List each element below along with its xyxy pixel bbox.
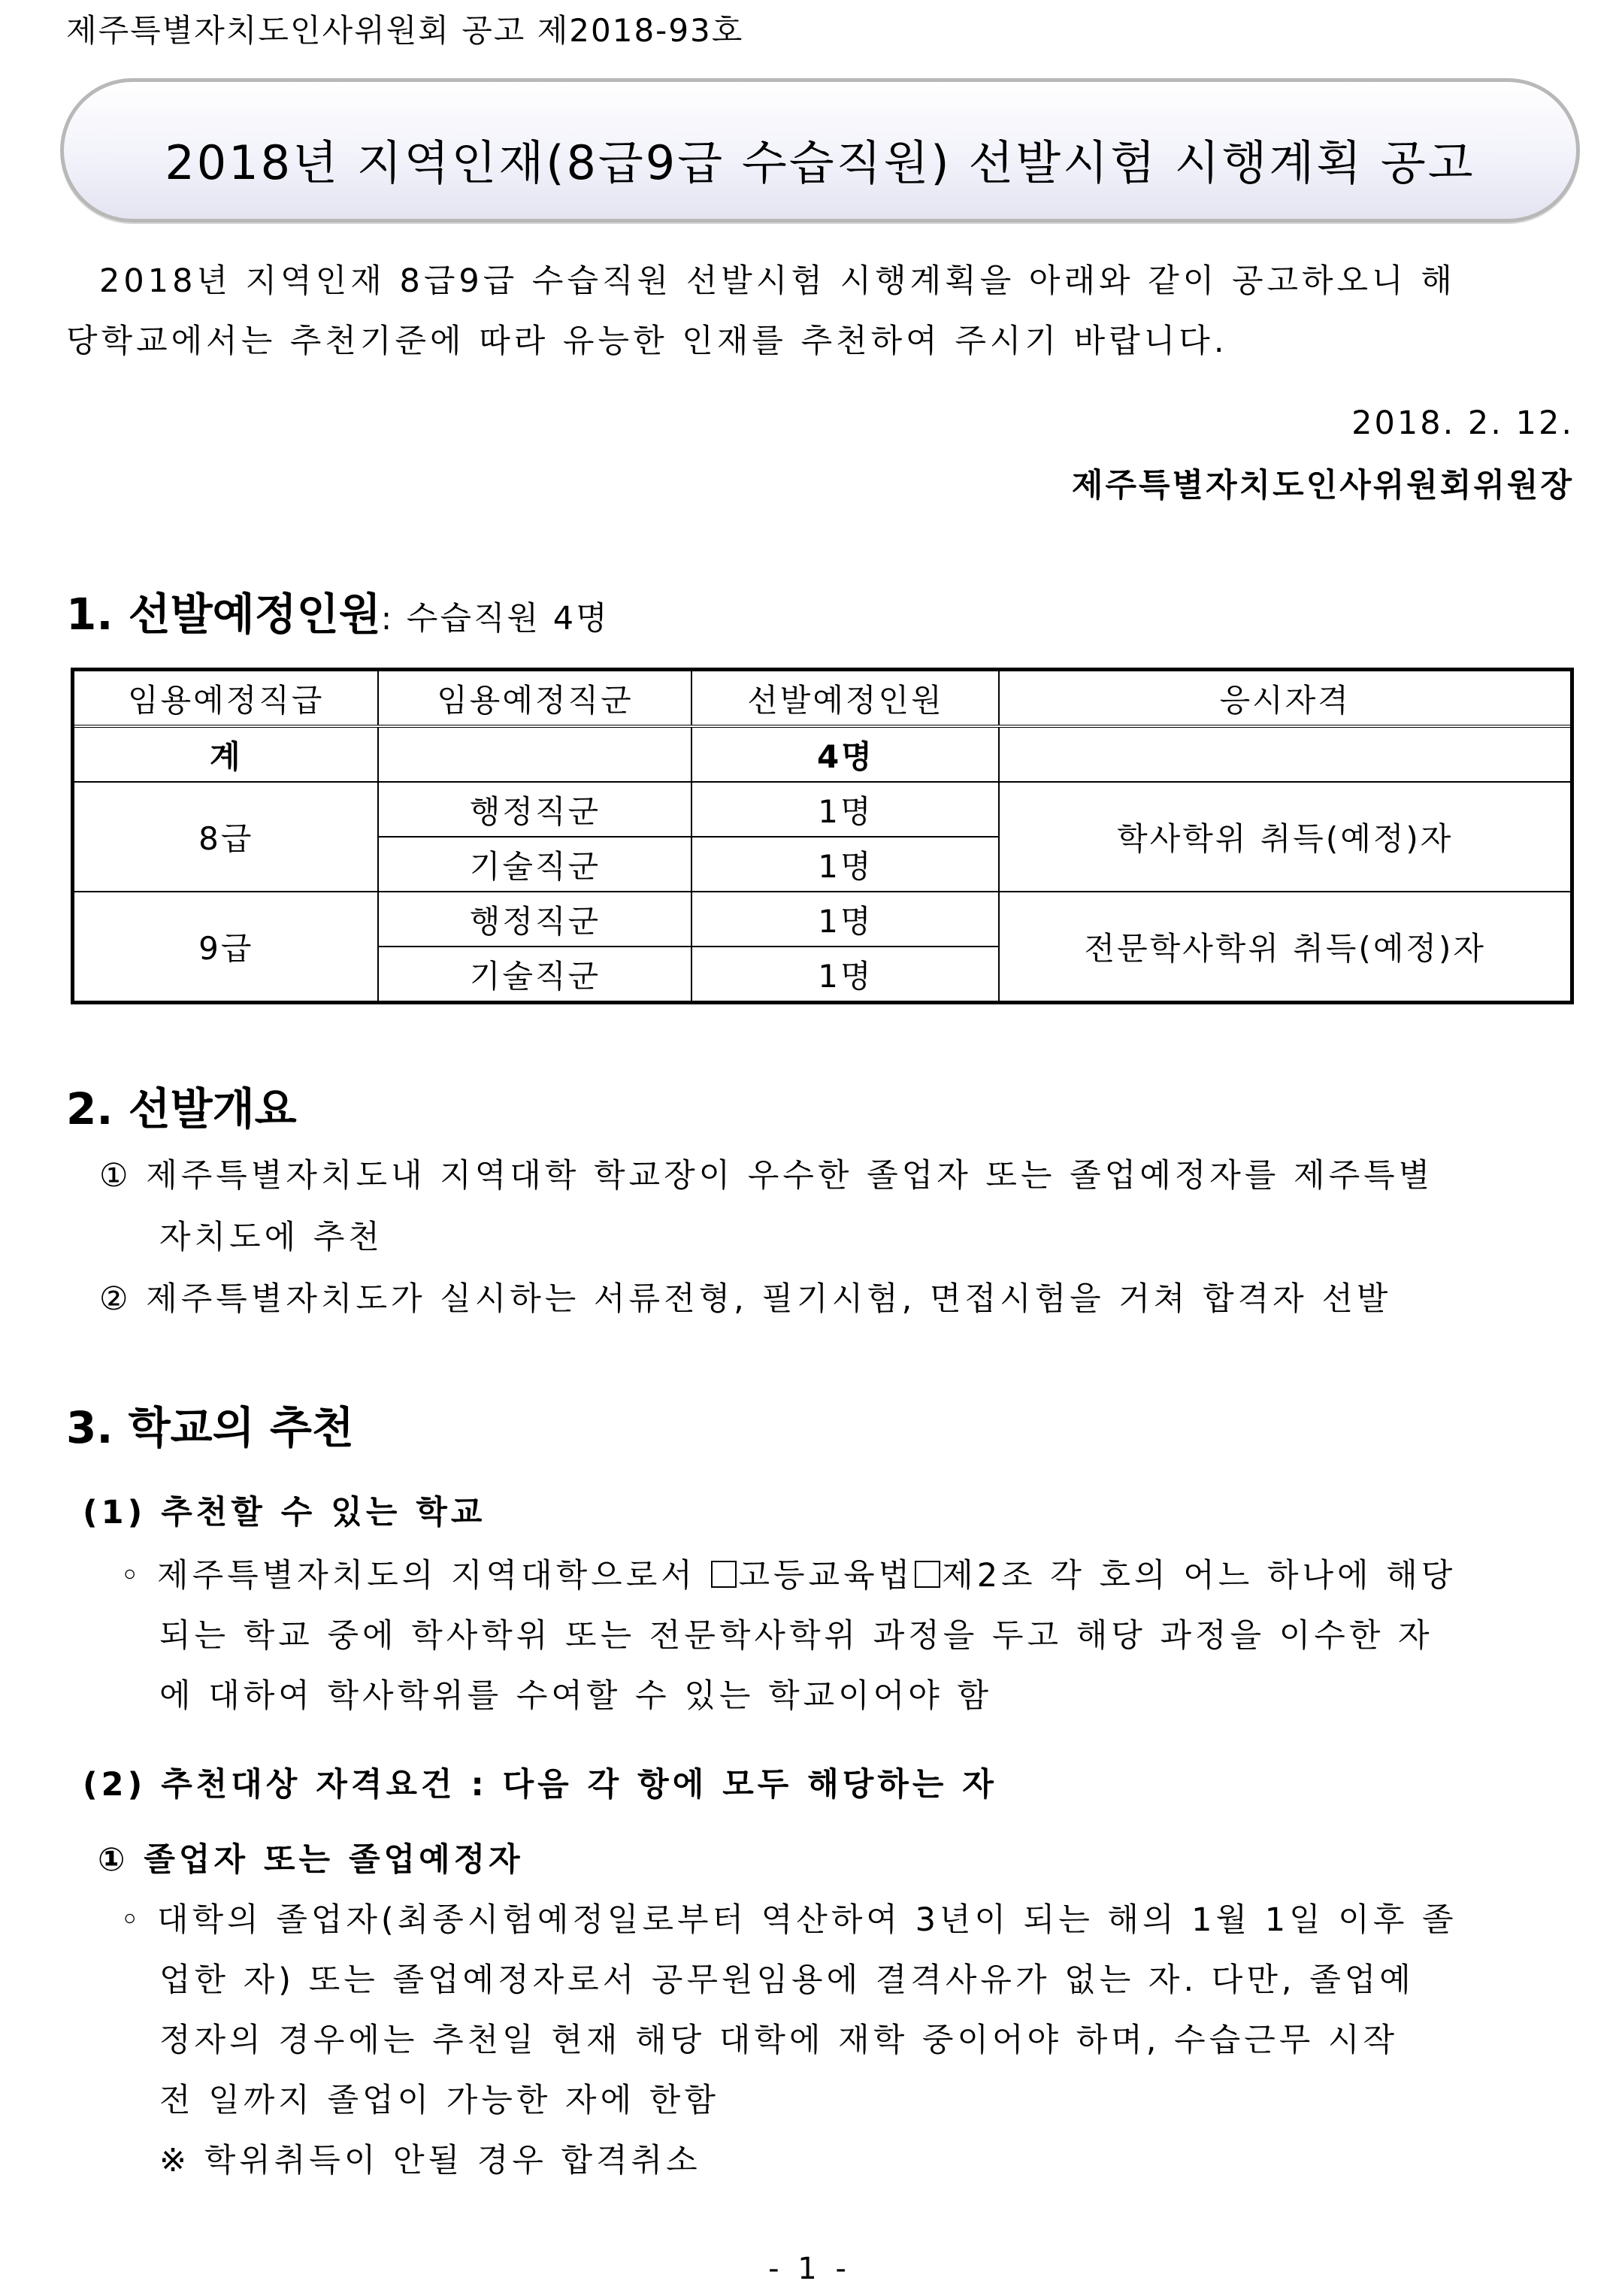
count-cell: 1명 (691, 947, 999, 1003)
header-cell: 임용예정직군 (378, 670, 691, 727)
note: ※ 학위취득이 안될 경우 합격취소 (159, 2142, 701, 2179)
total-label: 계 (73, 726, 379, 782)
section-3-sub-2-line-4: 전 일까지 졸업이 가능한 자에 한함 (159, 2082, 719, 2119)
empty-cell (378, 726, 691, 782)
section-1-subtext: : 수습직원 4명 (380, 600, 610, 638)
section-3-sub-2-line-1: ◦ 대학의 졸업자(최종시험예정일로부터 역산하여 3년이 되는 해의 1월 1일 이후 졸 (120, 1901, 1457, 1939)
section-3-sub-2-line-3: 정자의 경우에는 추천일 현재 해당 대학에 재학 중이어야 하며, 수습근무 시작 (159, 2022, 1399, 2059)
section-3-sub-1-line-3: 에 대하여 학사학위를 수여할 수 있는 학교이어야 함 (159, 1677, 992, 1715)
sub-1-line-1-start: ◦ 제주특별자치도의 지역대학으로서 (120, 1557, 696, 1595)
recruitment-table (71, 668, 1574, 1004)
quote-box-close-icon (915, 1561, 940, 1588)
intro-line-1: 2018년 지역인재 8급9급 수습직원 선발시험 시행계획을 아래와 같이 공고하오니 해 (99, 262, 1456, 300)
section-2-item-1-line-2: 자치도에 추천 (159, 1219, 383, 1256)
section-2-heading: 2. 선발개요 (66, 1083, 297, 1134)
intro-line-2: 당학교에서는 추천기준에 따라 유능한 인재를 추천하여 주시기 바랍니다. (66, 323, 1228, 360)
announcement-date: 2018. 2. 12. (1351, 404, 1574, 442)
section-3-sub-1-line-1 (120, 1550, 1456, 1596)
section-2-item-2: ② 제주특별자치도가 실시하는 서류전형, 필기시험, 면접시험을 거쳐 합격자 선발 (99, 1280, 1392, 1318)
table-row (73, 782, 1572, 837)
count-cell: 1명 (691, 892, 999, 947)
section-3-sub-1-line-2: 되는 학교 중에 학사학위 또는 전문학사학위 과정을 두고 해당 과정을 이수한 자 (159, 1617, 1433, 1655)
quote-box-open-icon (711, 1561, 737, 1588)
group-cell: 행정직군 (378, 782, 691, 837)
section-1-heading (66, 579, 610, 642)
title-banner (60, 78, 1580, 223)
grade-8-cell: 8급 (73, 782, 379, 892)
table-header-row (73, 670, 1572, 727)
group-cell: 기술직군 (378, 837, 691, 892)
document-number: 제주특별자치도인사위원회 공고 제2018-93호 (66, 12, 744, 49)
section-3-heading: 3. 학교의 추천 (66, 1402, 354, 1453)
section-3-sub-1-title: (1) 추천할 수 있는 학교 (83, 1494, 486, 1531)
total-count: 4명 (691, 726, 999, 782)
section-3-sub-2-item-title: ① 졸업자 또는 졸업예정자 (98, 1841, 524, 1879)
header-cell: 임용예정직급 (73, 670, 379, 727)
sub-1-line-1-end: 제2조 각 호의 어느 하나에 해당 (942, 1557, 1457, 1595)
table-row (73, 892, 1572, 947)
table-row-total (73, 726, 1572, 782)
empty-cell (999, 726, 1572, 782)
section-3-sub-2-title: (2) 추천대상 자격요건 : 다음 각 항에 모두 해당하는 자 (83, 1766, 997, 1804)
section-3-sub-2-line-2: 업한 자) 또는 졸업예정자로서 공무원임용에 결격사유가 없는 자. 다만, 졸업예 (159, 1961, 1415, 1999)
qualification-9-cell: 전문학사학위 취득(예정)자 (999, 892, 1572, 1003)
qualification-8-cell: 학사학위 취득(예정)자 (999, 782, 1572, 892)
law-name: 고등교육법 (738, 1557, 914, 1595)
issuer: 제주특별자치도인사위원회위원장 (1071, 467, 1574, 504)
header-cell: 응시자격 (999, 670, 1572, 727)
count-cell: 1명 (691, 782, 999, 837)
page-title: 2018년 지역인재(8급9급 수습직원) 선발시험 시행계획 공고 (165, 135, 1475, 190)
grade-9-cell: 9급 (73, 892, 379, 1003)
header-cell: 선발예정인원 (691, 670, 999, 727)
section-1-title: 1. 선발예정인원 (66, 589, 381, 640)
section-2-item-1-line-1: ① 제주특별자치도내 지역대학 학교장이 우수한 졸업자 또는 졸업예정자를 제주특별 (99, 1157, 1434, 1195)
group-cell: 기술직군 (378, 947, 691, 1003)
group-cell: 행정직군 (378, 892, 691, 947)
page-number: - 1 - (768, 2252, 851, 2286)
count-cell: 1명 (691, 837, 999, 892)
